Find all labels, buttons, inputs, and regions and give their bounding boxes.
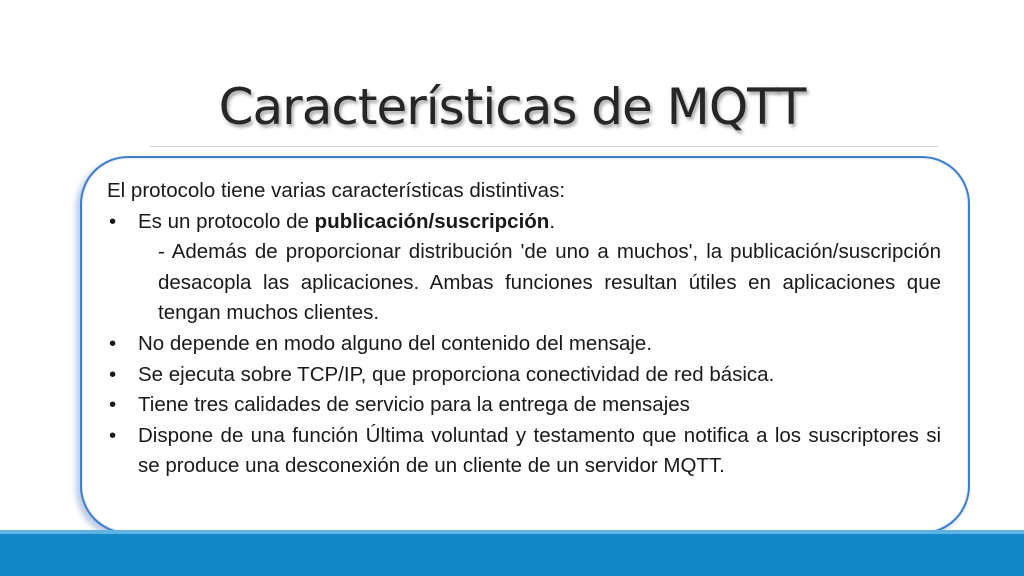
list-item [107,421,941,482]
bullet-text-before: Es un protocolo de [138,209,315,233]
bullet-text: Dispone de una función Última voluntad y testamento que notifica a los suscriptores si se produce una desconexión de un cliente de un servidor MQTT. [138,423,941,478]
bullet-text-bold: publicación/suscripción [314,209,550,233]
bullet-text: No depende en modo alguno del contenido del mensaje. [138,331,653,355]
content-text [107,176,941,482]
bullet-icon: • [109,331,117,355]
bullet-text-after: . [549,209,556,233]
footer-bar [0,534,1024,576]
list-item [107,360,941,391]
bullet-icon: • [109,362,117,386]
bullet-icon: • [109,393,117,417]
list-item [107,390,941,421]
bullet-text [138,207,941,238]
sub-paragraph: - Además de proporcionar distribución 'de uno a muchos', la publicación/suscripción desacopla las aplicaciones. Ambas funciones resultan útiles en aplicaciones que tengan muchos clientes. [158,240,941,325]
bullet-text: Tiene tres calidades de servicio para la entrega de mensajes [138,393,690,417]
list-item [107,207,941,238]
title-divider [150,146,938,147]
bullet-icon: • [109,209,117,233]
slide-title: Características de MQTT [218,78,806,136]
bullet-icon: • [109,423,117,447]
list-item [107,329,941,360]
bullet-text: Se ejecuta sobre TCP/IP, que proporciona conectividad de red básica. [138,362,775,386]
intro-text: El protocolo tiene varias características distintivas: [107,179,566,202]
